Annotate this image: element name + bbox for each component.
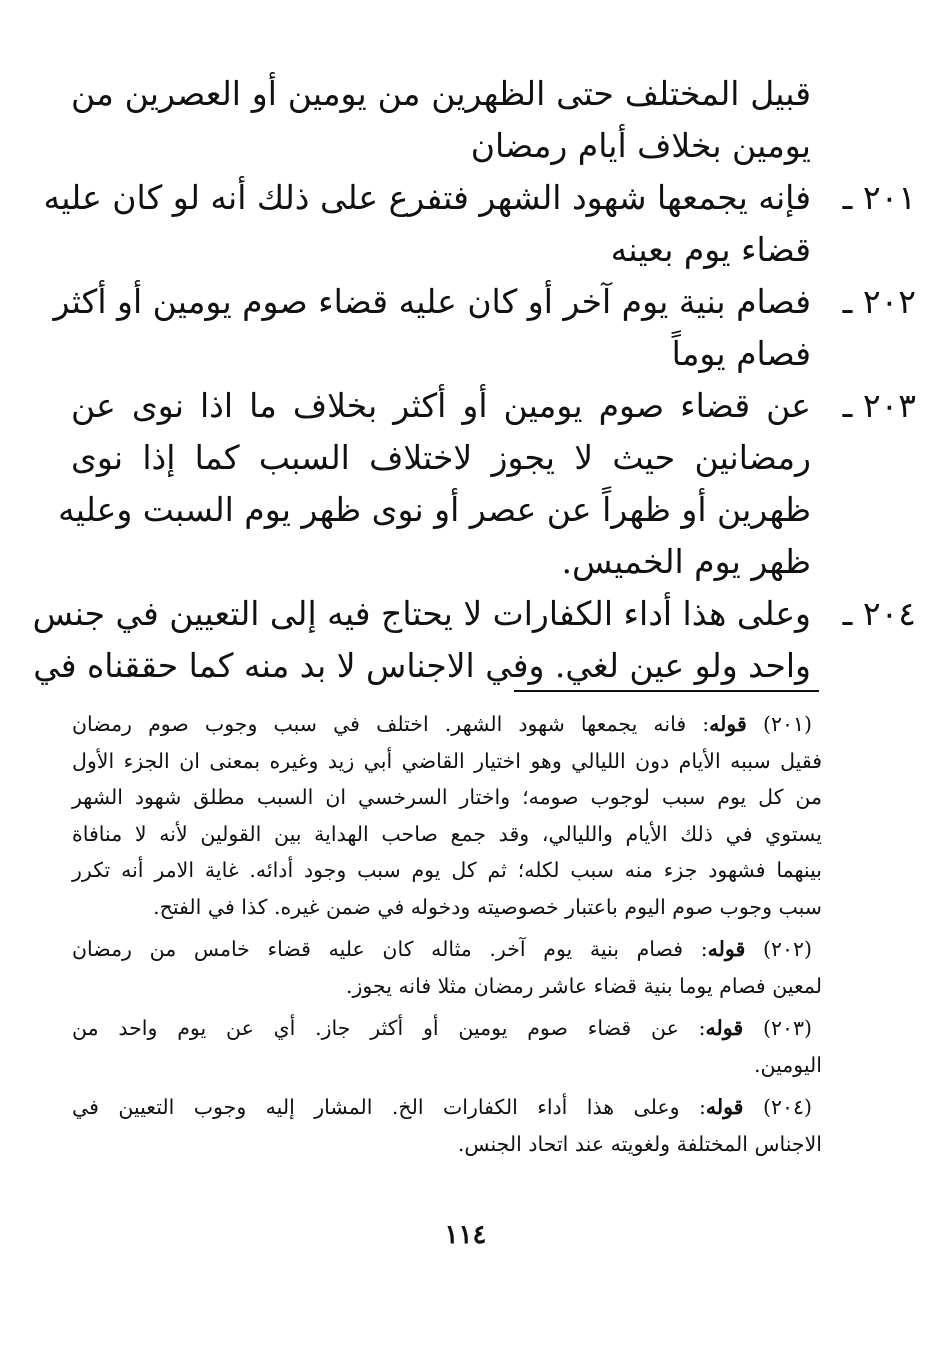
- footnote-number: (٢٠٤): [762, 1095, 812, 1119]
- footnote-label: قوله: [709, 712, 747, 736]
- footnote-number: (٢٠١): [762, 712, 812, 736]
- footnote-line: بينهما فشهود جزء منه سبب لكله؛ ثم كل يوم سبب وجود أدائه. غاية الامر أنه تكرر: [72, 858, 822, 882]
- footnote-line: من كل يوم سبب لوجوب صومه؛ واختار السرخسي ان السبب مطلق شهود الشهر: [72, 785, 822, 809]
- footnote-line: سبب وجوب صوم اليوم باعتبار خصوصيته ودخوله في ضمن غيره. كذا في الفتح.: [153, 894, 822, 919]
- entry-202: [53, 276, 916, 380]
- footnote-line: يستوي في ذلك الأيام والليالي، وقد جمع صاحب الهداية بين القولين لأنه لا منافاة: [72, 821, 822, 846]
- main-text-line: فصام يوماً: [671, 334, 811, 373]
- footnote-first-line: [72, 931, 822, 968]
- footnote-label: قوله: [705, 1016, 744, 1040]
- footnote-text: : فصام بنية يوم آخر. مثاله كان عليه قضاء خامس من رمضان: [72, 937, 708, 961]
- entry-number: ٢٠٣ ـ: [842, 386, 916, 425]
- entry-204: [32, 588, 916, 692]
- footnote-line: فقيل سببه الأيام دون الليالي وهو اختيار القاضي أبي زيد وغيره بمعنى ان الجزء الأول: [72, 748, 822, 773]
- main-text-line: رمضانين حيث لا يجوز لاختلاف السبب كما إذا نوى: [71, 438, 811, 477]
- main-text-line: فصام بنية يوم آخر أو كان عليه قضاء صوم يومين أو أكثر: [53, 282, 811, 321]
- footnote-number: (٢٠٢): [762, 937, 812, 961]
- footnote-text: : فانه يجمعها شهود الشهر. اختلف في سبب وجوب صوم رمضان: [72, 712, 710, 736]
- footnote-203: [72, 1010, 822, 1083]
- footnotes: [72, 706, 822, 1168]
- main-text-line: يومين بخلاف أيام رمضان: [470, 126, 811, 165]
- main-text: [32, 68, 916, 692]
- main-text-line: قبيل المختلف حتى الظهرين من يومين أو العصرين من: [71, 74, 811, 113]
- footnote-number: (٢٠٣): [762, 1016, 812, 1040]
- main-text-line: قضاء يوم بعينه: [610, 230, 811, 269]
- footnote-first-line: [72, 1089, 822, 1126]
- entry-number: ٢٠٢ ـ: [842, 282, 916, 321]
- footnote-text: : عن قضاء صوم يومين أو أكثر جاز. أي عن يوم واحد من: [72, 1016, 706, 1040]
- footnote-204: [72, 1089, 822, 1162]
- footnote-201: [72, 706, 822, 925]
- entry-number: ٢٠٤ ـ: [842, 594, 916, 633]
- footnote-separator: [514, 690, 819, 692]
- entry-201: [43, 172, 916, 276]
- footnote-202: [72, 931, 822, 1004]
- footnote-line: لمعين فصام يوما بنية قضاء عاشر رمضان مثلا فانه يجوز.: [345, 973, 822, 998]
- footnote-first-line: [72, 706, 822, 743]
- main-text-line: فإنه يجمعها شهود الشهر فتفرع على ذلك أنه لو كان عليه: [43, 178, 811, 217]
- main-text-line: وعلى هذا أداء الكفارات لا يحتاج فيه إلى التعيين في جنس: [32, 594, 811, 633]
- entry-203: [58, 380, 916, 588]
- footnote-first-line: [72, 1010, 822, 1047]
- entry-number: ٢٠١ ـ: [842, 178, 916, 217]
- footnote-label: قوله: [705, 1095, 744, 1119]
- main-text-line: واحد ولو عين لغي. وفي الاجناس لا بد منه كما حققناه في: [33, 646, 811, 685]
- footnote-line: اليومين.: [753, 1052, 822, 1077]
- footnote-label: قوله: [707, 937, 746, 961]
- page-number: ١١٤: [444, 1220, 487, 1250]
- main-text-line: ظهر يوم الخميس.: [561, 542, 811, 581]
- footnote-line: الاجناس المختلفة ولغويته عند اتحاد الجنس.: [457, 1131, 822, 1156]
- main-text-line: ظهرين أو ظهراً عن عصر أو نوى ظهر يوم السبت وعليه: [58, 490, 811, 529]
- footnote-text: : وعلى هذا أداء الكفارات الخ. المشار إليه وجوب التعيين في: [72, 1095, 706, 1119]
- main-text-line: عن قضاء صوم يومين أو أكثر بخلاف ما اذا نوى عن: [71, 386, 811, 425]
